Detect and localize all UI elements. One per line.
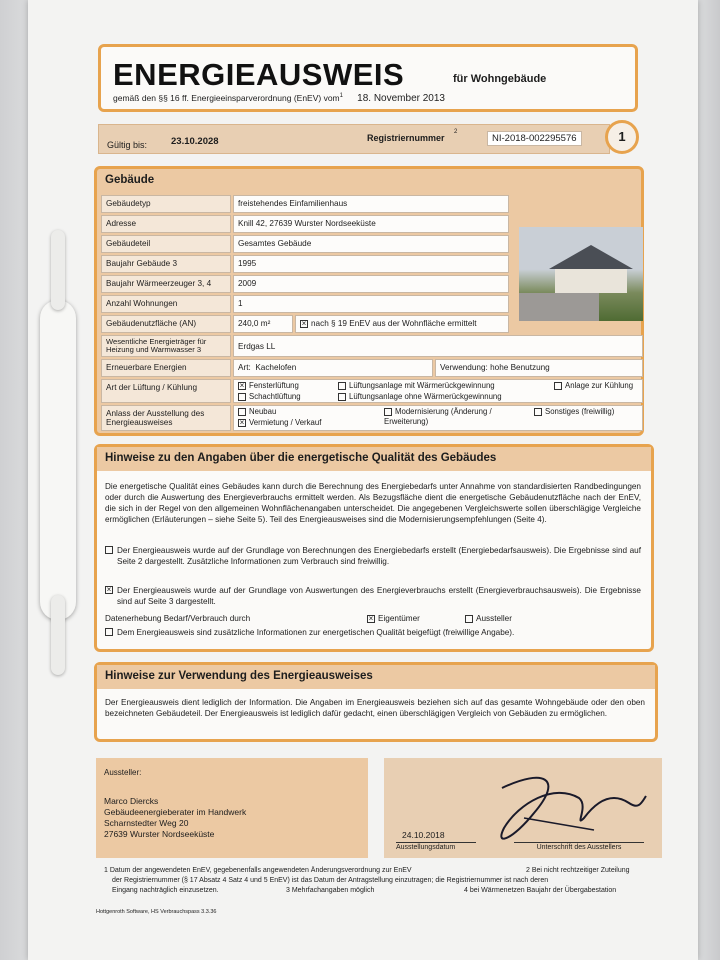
building-section [94,166,644,436]
checkbox-icon[interactable] [465,615,473,623]
issuer-city: 27639 Wurster Nordseeküste [104,829,215,839]
area-method-label: nach § 19 EnEV aus der Wohnfläche ermittelt [311,319,477,328]
row-label: Gebäudenutzfläche (AN) [101,315,231,333]
footnote-4: 4 bei Wärmenetzen Baujahr der Übergabestation [464,887,617,894]
building-row [101,359,643,377]
option-label: Sonstiges (freiwillig) [545,407,615,416]
issuer-role: Gebäudeenergieberater im Handwerk [104,807,247,817]
checkbox-icon[interactable] [384,408,392,416]
building-row [101,195,509,213]
option-label: Neubau [249,407,277,416]
footnote-2: 2 Bei nicht rechtzeitiger Zuteilung [526,867,630,874]
registration-number: NI-2018-002295576 [487,131,582,146]
issue-date: 24.10.2018 [402,830,445,840]
building-row [101,379,643,403]
checkbox-icon[interactable] [105,546,113,554]
issuer-name: Marco Diercks [104,796,159,806]
valid-until-label: Gültig bis: [107,140,148,150]
row-value: 240,0 m² [233,315,293,333]
row-value: 2009 [233,275,509,293]
regulation-footnote-mark: 1 [339,93,343,100]
quality-hints-heading: Hinweise zu den Angaben über die energetische Qualität des Gebäudes [97,447,651,471]
building-heading: Gebäude [105,174,155,186]
row-label: Anzahl Wohnungen [101,295,231,313]
option-label: Lüftungsanlage mit Wärmerückgewinnung [349,381,495,390]
area-method-check [295,315,509,333]
data-collection-row [105,613,641,624]
footnote-1: 1 Datum der angewendeten EnEV, gegebenenfalls angewendeten Änderungsverordnung zur EnEV [104,867,412,874]
ventilation-options [233,379,643,403]
checkbox-checked-icon[interactable]: × [106,585,112,594]
building-row [101,275,509,293]
renewable-type [233,359,433,377]
binder-fastener [40,300,76,620]
issuer-street: Scharnstedter Weg 20 [104,818,189,828]
option-label: Lüftungsanlage ohne Wärmerückgewinnung [349,392,502,401]
software-credit: Hottgenroth Software, HS Verbrauchspass 3.3.36 [96,909,217,915]
row-label: Baujahr Gebäude 3 [101,255,231,273]
registration-footnote-mark: 2 [454,129,458,135]
building-row [101,405,643,431]
building-row [101,255,509,273]
building-row [101,235,509,253]
checkbox-icon[interactable] [554,382,562,390]
additional-info-row [105,627,641,638]
building-row [101,315,509,333]
option-label: Schachtlüftung [249,392,301,401]
renewable-usage-label: Verwendung: [440,363,488,372]
row-value: Gesamtes Gebäude [233,235,509,253]
signature-box [384,758,662,858]
row-value: Knill 42, 27639 Wurster Nordseeküste [233,215,509,233]
document-subtitle: für Wohngebäude [453,73,547,85]
row-value: 1995 [233,255,509,273]
row-value: freistehendes Einfamilienhaus [233,195,509,213]
checkbox-icon[interactable] [238,408,246,416]
footnote-2-end: Eingang nachträglich einzusetzen. [112,887,219,894]
registration-label: Registriernummer [367,133,445,143]
issuer-box [96,758,368,858]
usage-hints-section [94,662,658,742]
row-label: Gebäudeteil [101,235,231,253]
checkbox-icon[interactable] [338,382,346,390]
validity-bar [98,124,610,154]
checkbox-icon[interactable] [338,393,346,401]
row-value: 1 [233,295,509,313]
row-label: Art der Lüftung / Kühlung [101,379,231,403]
option-consumption-certificate [105,585,641,607]
fastener-prong-bottom [51,595,65,675]
valid-until-value: 23.10.2028 [171,136,219,147]
usage-hints-heading: Hinweise zur Verwendung des Energieausweises [97,665,655,689]
building-row [101,215,509,233]
row-label: Baujahr Wärmeerzeuger 3, 4 [101,275,231,293]
page-number-badge: 1 [605,120,639,154]
regulation-text: gemäß den §§ 16 ff. Energieeinsparverordnung (EnEV) vom [113,93,340,103]
data-collection-label: Datenerhebung Bedarf/Verbrauch durch [105,614,251,623]
row-value: Erdgas LL [233,335,643,357]
option-label: Vermietung / Verkauf [249,418,322,427]
row-label: Adresse [101,215,231,233]
issue-date-label: Ausstellungsdatum [396,842,476,851]
regulation-line [113,93,445,104]
row-label: Erneuerbare Energien [101,359,231,377]
house-wall [555,269,627,293]
row-label: Wesentliche Energieträger für Heizung und Warmwasser 3 [101,335,231,357]
building-photo [519,227,643,321]
usage-hints-text: Der Energieausweis dient lediglich der Information. Die Angaben im Energieausweis beziehen sich auf das gesamte Wohngebäude oder den oben bezeichneten Gebäudeteil. Der Energieausweis ist lediglich dafür gedacht, einen überschlägigen Vergleich von Gebäuden zu ermöglichen. [105,698,645,718]
checkbox-checked-icon[interactable]: × [301,318,307,328]
checkbox-checked-icon[interactable]: × [239,380,245,390]
row-label: Anlass der Ausstellung des Energieausweises [101,405,231,431]
additional-info-label: Dem Energieausweis sind zusätzliche Informationen zur energetischen Qualität beigefügt (freiwillige Angabe). [117,628,515,637]
renewable-type-value: Kachelofen [255,363,297,372]
option-demand-label: Der Energieausweis wurde auf der Grundlage von Berechnungen des Energiebedarfs erstellt (Energiebedarfsausweis). Die Ergebnisse sind auf Seite 2 dargestellt. Zusätzliche Informationen zum Verbrauch sind freiwillig. [117,546,641,566]
issuer-address [104,796,246,840]
checkbox-checked-icon[interactable]: × [368,613,374,623]
title-box [98,44,638,112]
quality-hints-intro: Die energetische Qualität eines Gebäudes kann durch die Berechnung des Energiebedarfs unter Annahme von standardisierten Randbedingungen oder durch die Auswertung des Energieverbrauchs ermittelt werden. Als Bezugsfläche dient die energetische Gebäudenutzfläche nach der EnEV, die sich in der Regel von den allgemeinen Wohnflächenangaben unterscheidet. Die angegebenen Vergleichswerte sollen überschlägige Vergleiche ermöglichen (Erläuterungen – siehe Seite 5). Teil des Energieausweises sind die Modernisierungsempfehlungen (Seite 4). [105,482,641,524]
option-label: Fensterlüftung [249,381,299,390]
building-row [101,295,509,313]
option-label: Anlage zur Kühlung [565,381,634,390]
option-demand-certificate [105,545,641,567]
regulation-date: 18. November 2013 [357,93,445,104]
checkbox-icon[interactable] [105,628,113,636]
quality-hints-section [94,444,654,652]
footnote-3: 3 Mehrfachangaben möglich [286,887,375,894]
row-label: Gebäudetyp [101,195,231,213]
fastener-prong-top [51,230,65,310]
renewable-usage-value: hohe Benutzung [490,363,550,372]
driveway [519,293,599,321]
signature-label: Unterschrift des Ausstellers [514,842,644,851]
renewable-type-label: Art: [238,363,251,372]
footnote-2-continued: der Registriernummer (§ 17 Absatz 4 Satz 4 und 5 EnEV) ist das Datum der Antragstellung einzutragen; die Registriernummer ist nach deren [112,877,549,884]
option-consumption-label: Der Energieausweis wurde auf der Grundlage von Auswertungen des Energieverbrauchs erstellt (Energieverbrauchsausweis). Die Ergebnisse sind auf Seite 3 dargestellt. [117,586,641,606]
option-label: Modernisierung (Änderung / Erweiterung) [384,407,492,426]
checkbox-icon[interactable] [238,393,246,401]
document-title: ENERGIEAUSWEIS [113,57,405,92]
owner-option-label: Eigentümer [378,614,420,623]
reason-options [233,405,643,431]
renewable-usage [435,359,643,377]
issuer-option-label: Aussteller [476,614,512,623]
building-row [101,335,643,357]
checkbox-icon[interactable] [534,408,542,416]
checkbox-checked-icon[interactable]: × [239,417,245,427]
house-roof [549,245,633,269]
issuer-label: Aussteller: [104,768,142,777]
